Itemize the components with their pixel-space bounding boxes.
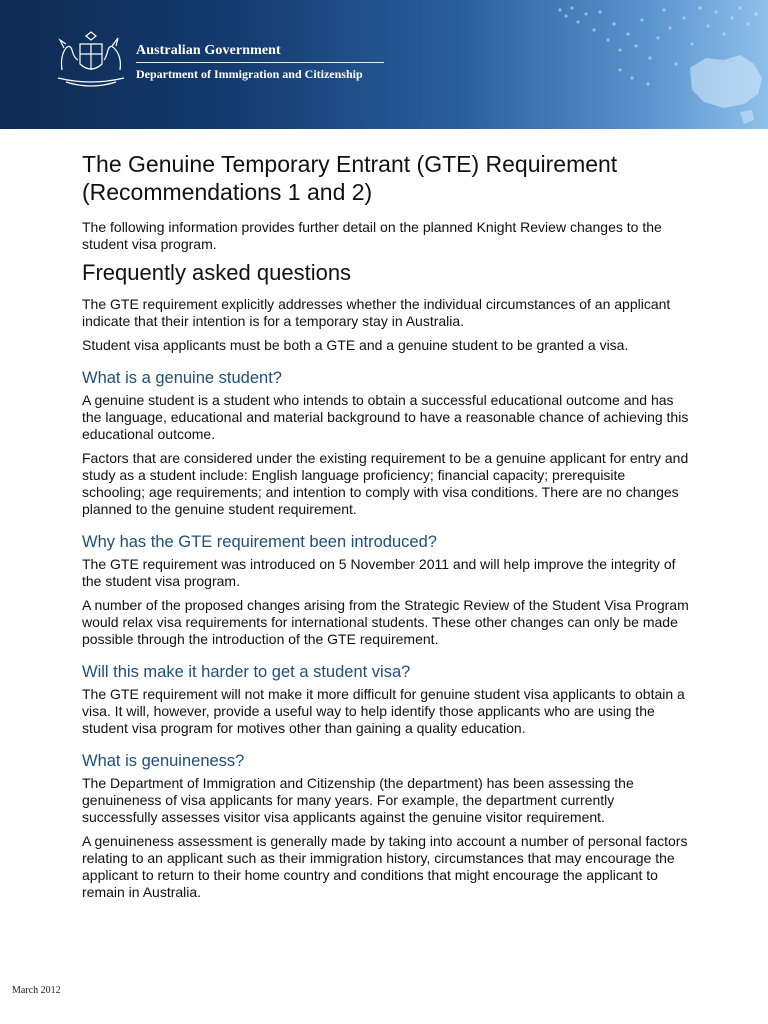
section-paragraph: A genuine student is a student who intends to obtain a successful educational outcome and has the language, educational and material background to have a reasonable chance of achieving this educational outcome. (82, 392, 689, 442)
coat-of-arms-icon (52, 30, 130, 92)
faq-intro-paragraph: The GTE requirement explicitly addresses whether the individual circumstances of an applicant indicate that their intention is for a temporary stay in Australia. (82, 296, 671, 329)
government-title: Australian Government (136, 43, 281, 58)
faq-intro-paragraph: Student visa applicants must be both a GTE and a genuine student to be granted a visa. (82, 337, 629, 353)
section-heading: Why has the GTE requirement been introduced? (82, 533, 437, 551)
department-name: Department of Immigration and Citizenship (136, 67, 363, 81)
section-heading: Will this make it harder to get a student visa? (82, 663, 411, 681)
section-heading: What is a genuine student? (82, 369, 282, 387)
header-divider (136, 62, 384, 63)
section-paragraph: A number of the proposed changes arising from the Strategic Review of the Student Visa Program would relax visa requirements for international students. These other changes can only be made possible through the introduction of the GTE requirement. (82, 597, 689, 647)
section-heading: What is genuineness? (82, 752, 245, 770)
section-paragraph: The GTE requirement will not make it more difficult for genuine student visa applicants to obtain a visa. It will, however, provide a useful way to help identify those applicants who are using the student visa program for motives other than gaining a quality education. (82, 686, 685, 736)
footer-date: March 2012 (12, 985, 61, 996)
intro-paragraph: The following information provides further detail on the planned Knight Review changes to the student visa program. (82, 219, 662, 252)
section-paragraph: A genuineness assessment is generally made by taking into account a number of personal factors relating to an applicant such as their immigration history, circumstances that may encourage the applicant to return to their home country and conditions that might encourage the applicant to remain in Australia. (82, 833, 688, 900)
section-paragraph: Factors that are considered under the existing requirement to be a genuine applicant for entry and study as a student include: English language proficiency; financial capacity; prerequisite schooling; age requirements; and intention to comply with visa conditions. There are no changes planned to the genuine student requirement. (82, 450, 689, 517)
document-body (82, 150, 690, 908)
header-banner (0, 0, 768, 129)
section-paragraph: The Department of Immigration and Citizenship (the department) has been assessing the genuineness of visa applicants for many years. For example, the department currently successfully assesses visitor visa applicants against the genuine visitor requirement. (82, 775, 634, 825)
section-paragraph: The GTE requirement was introduced on 5 November 2011 and will help improve the integrity of the student visa program. (82, 556, 676, 589)
faq-heading: Frequently asked questions (82, 260, 352, 285)
document-title: The Genuine Temporary Entrant (GTE) Requirement (Recommendations 1 and 2) (82, 151, 618, 205)
